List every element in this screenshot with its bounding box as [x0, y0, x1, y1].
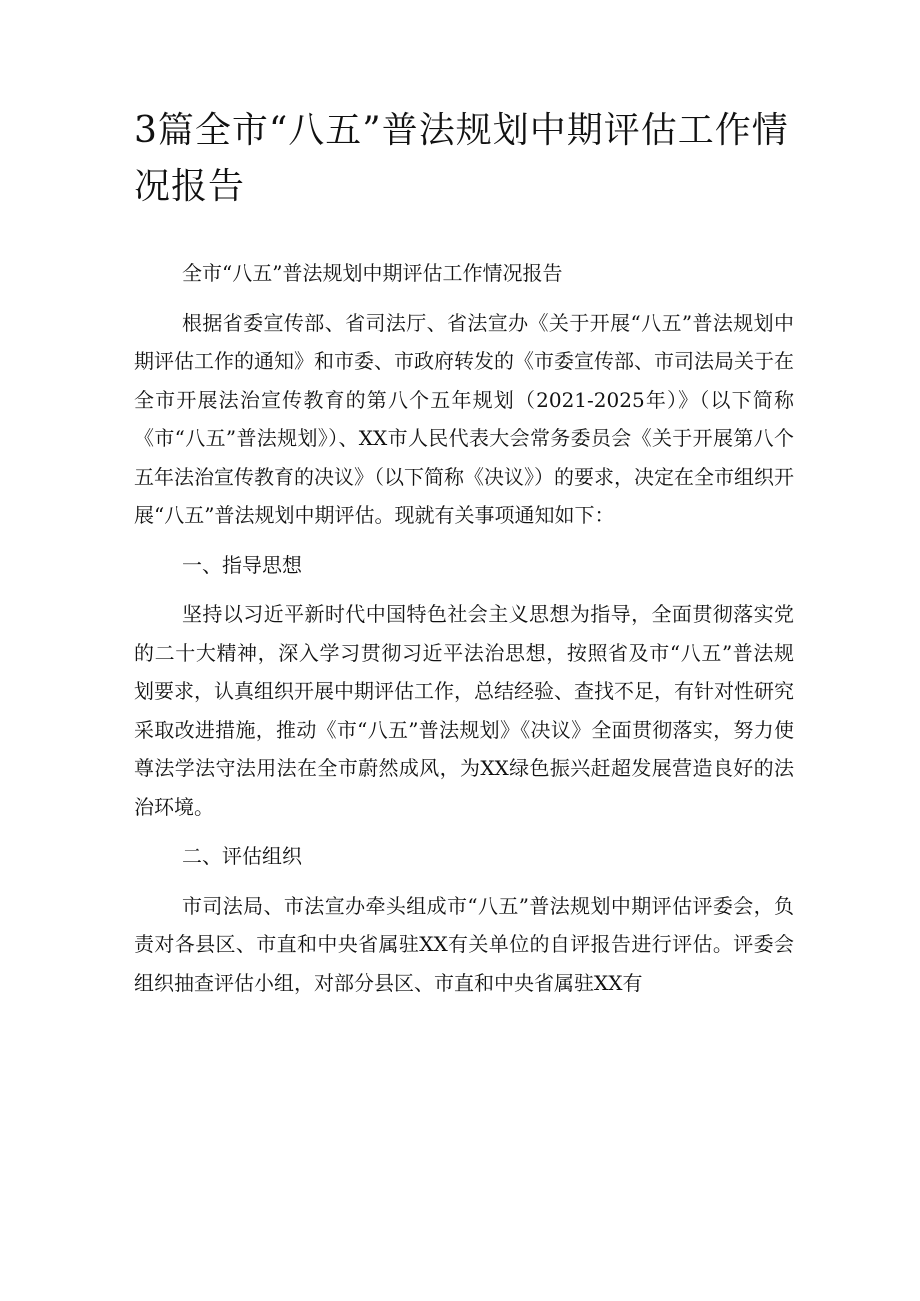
document-title: 3篇全市“八五”普法规划中期评估工作情况报告: [134, 110, 789, 207]
evaluation-organization-paragraph: 市司法局、市法宣办牵头组成市“八五”普法规划中期评估评委会，负责对各县区、市直和中央省属驻XX有关单位的自评报告进行评估。评委会组织抽查评估小组，对部分县区、市直和中央省属驻XX有: [134, 893, 794, 995]
document-body: [134, 254, 794, 1002]
guiding-ideology-paragraph: 坚持以习近平新时代中国特色社会主义思想为指导，全面贯彻落实党的二十大精神，深入学习贯彻习近平法治思想，按照省及市“八五”普法规划要求，认真组织开展中期评估工作，总结经验、查找不足，有针对性研究采取改进措施，推动《市“八五”普法规划》《决议》全面贯彻落实，努力使尊法学法守法用法在全市蔚然成风，为XX绿色振兴赶超发展营造良好的法治环境。: [134, 602, 794, 819]
section-heading-evaluation-organization: 二、评估组织: [182, 844, 302, 868]
section-heading-guiding-ideology: 一、指导思想: [182, 552, 302, 577]
report-subtitle: 全市“八五”普法规划中期评估工作情况报告: [182, 261, 563, 285]
intro-paragraph: 根据省委宣传部、省司法厅、省法宣办《关于开展“八五”普法规划中期评估工作的通知》和市委、市政府转发的《市委宣传部、市司法局关于在全市开展法治宣传教育的第八个五年规划（2021-2025年）》（以下简称《市“八五”普法规划》）、XX市人民代表大会常务委员会《关于开展第八个五年法治宣传教育的决议》（以下简称《决议》）的要求，决定在全市组织开展“八五”普法规划中期评估。现就有关事项通知如下：: [134, 310, 794, 527]
